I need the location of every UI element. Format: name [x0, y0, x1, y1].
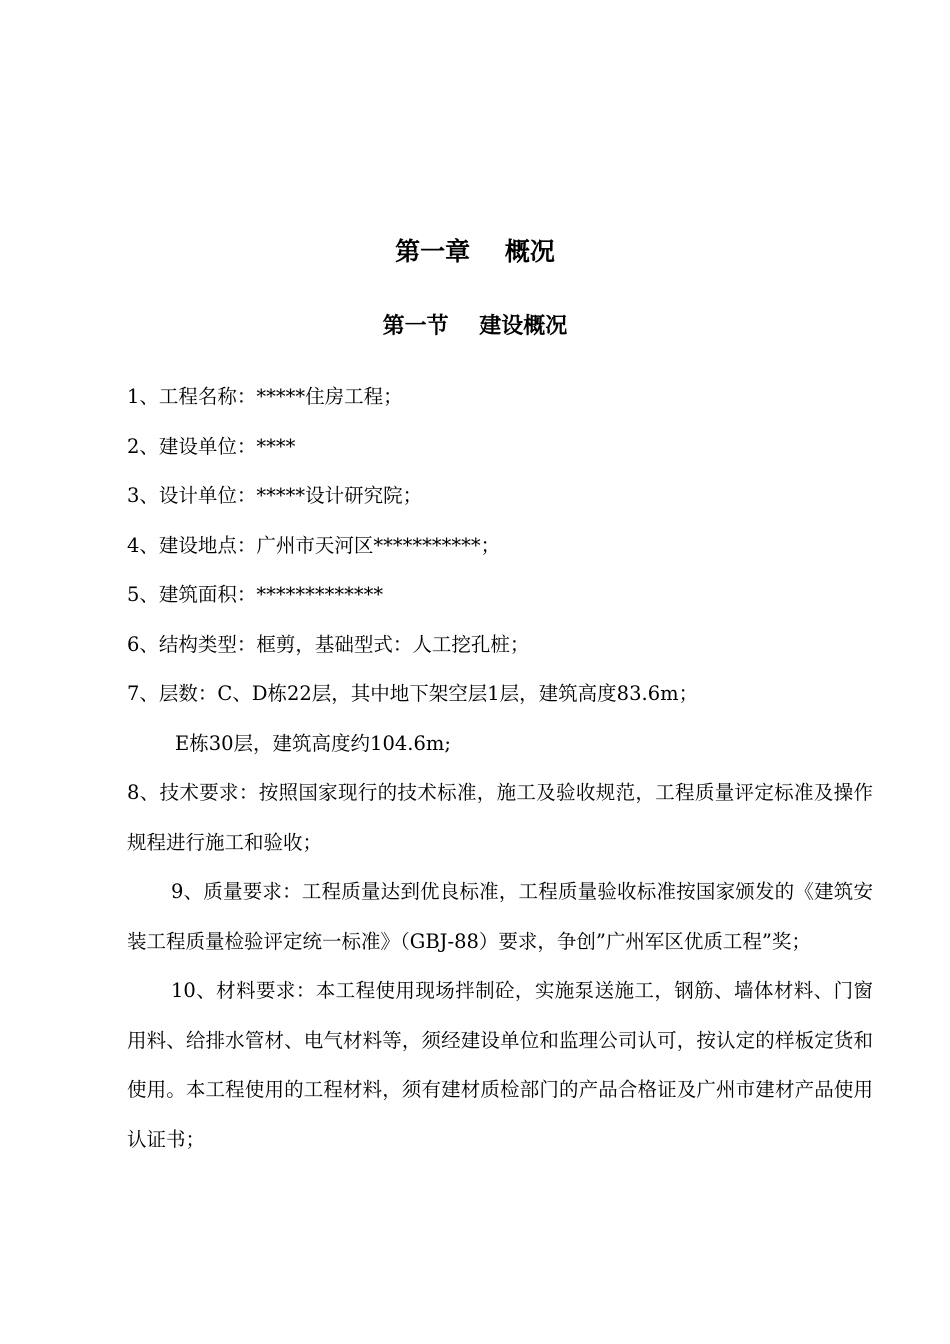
- section-title: 第一节 建设概况: [382, 314, 568, 339]
- item-floor-area: 5、建筑面积：*************: [127, 583, 384, 606]
- chapter-title: 第一章 概况: [395, 237, 555, 266]
- item-client: 2、建设单位：****: [127, 434, 296, 458]
- item-designer: 3、设计单位：*****设计研究院；: [127, 484, 423, 507]
- item-project-name: 1、工程名称：*****住房工程；: [127, 385, 403, 408]
- document-body: [127, 372, 873, 1164]
- paragraph-quality-requirements: 9、质量要求：工程质量达到优良标准，工程质量验收标准按国家颁发的《建筑安装工程质量检验评定统一标准》（GBJ-88）要求，争创”广州军区优质工程”奖；: [127, 880, 873, 953]
- paragraph-technical-requirements: 8、技术要求：按照国家现行的技术标准，施工及验收规范，工程质量评定标准及操作规程进行施工和验收；: [127, 781, 873, 854]
- item-location: 4、建设地点：广州市天河区***********；: [127, 533, 501, 557]
- paragraph-material-requirements: 10、材料要求：本工程使用现场拌制砼，实施泵送施工，钢筋、墙体材料、门窗用料、给排水管材、电气材料等，须经建设单位和监理公司认可，按认定的样板定货和使用。本工程使用的工程材料，须有建材质检部门的产品合格证及广州市建材产品使用认证书；: [127, 979, 873, 1151]
- item-floors: 7、层数：C、D栋22层，其中地下架空层1层，建筑高度83.6m；: [127, 682, 699, 705]
- item-floors-building-e: E栋30层，建筑高度约104.6m;: [175, 731, 451, 755]
- item-structure-type: 6、结构类型：框剪，基础型式：人工挖孔桩；: [127, 632, 530, 656]
